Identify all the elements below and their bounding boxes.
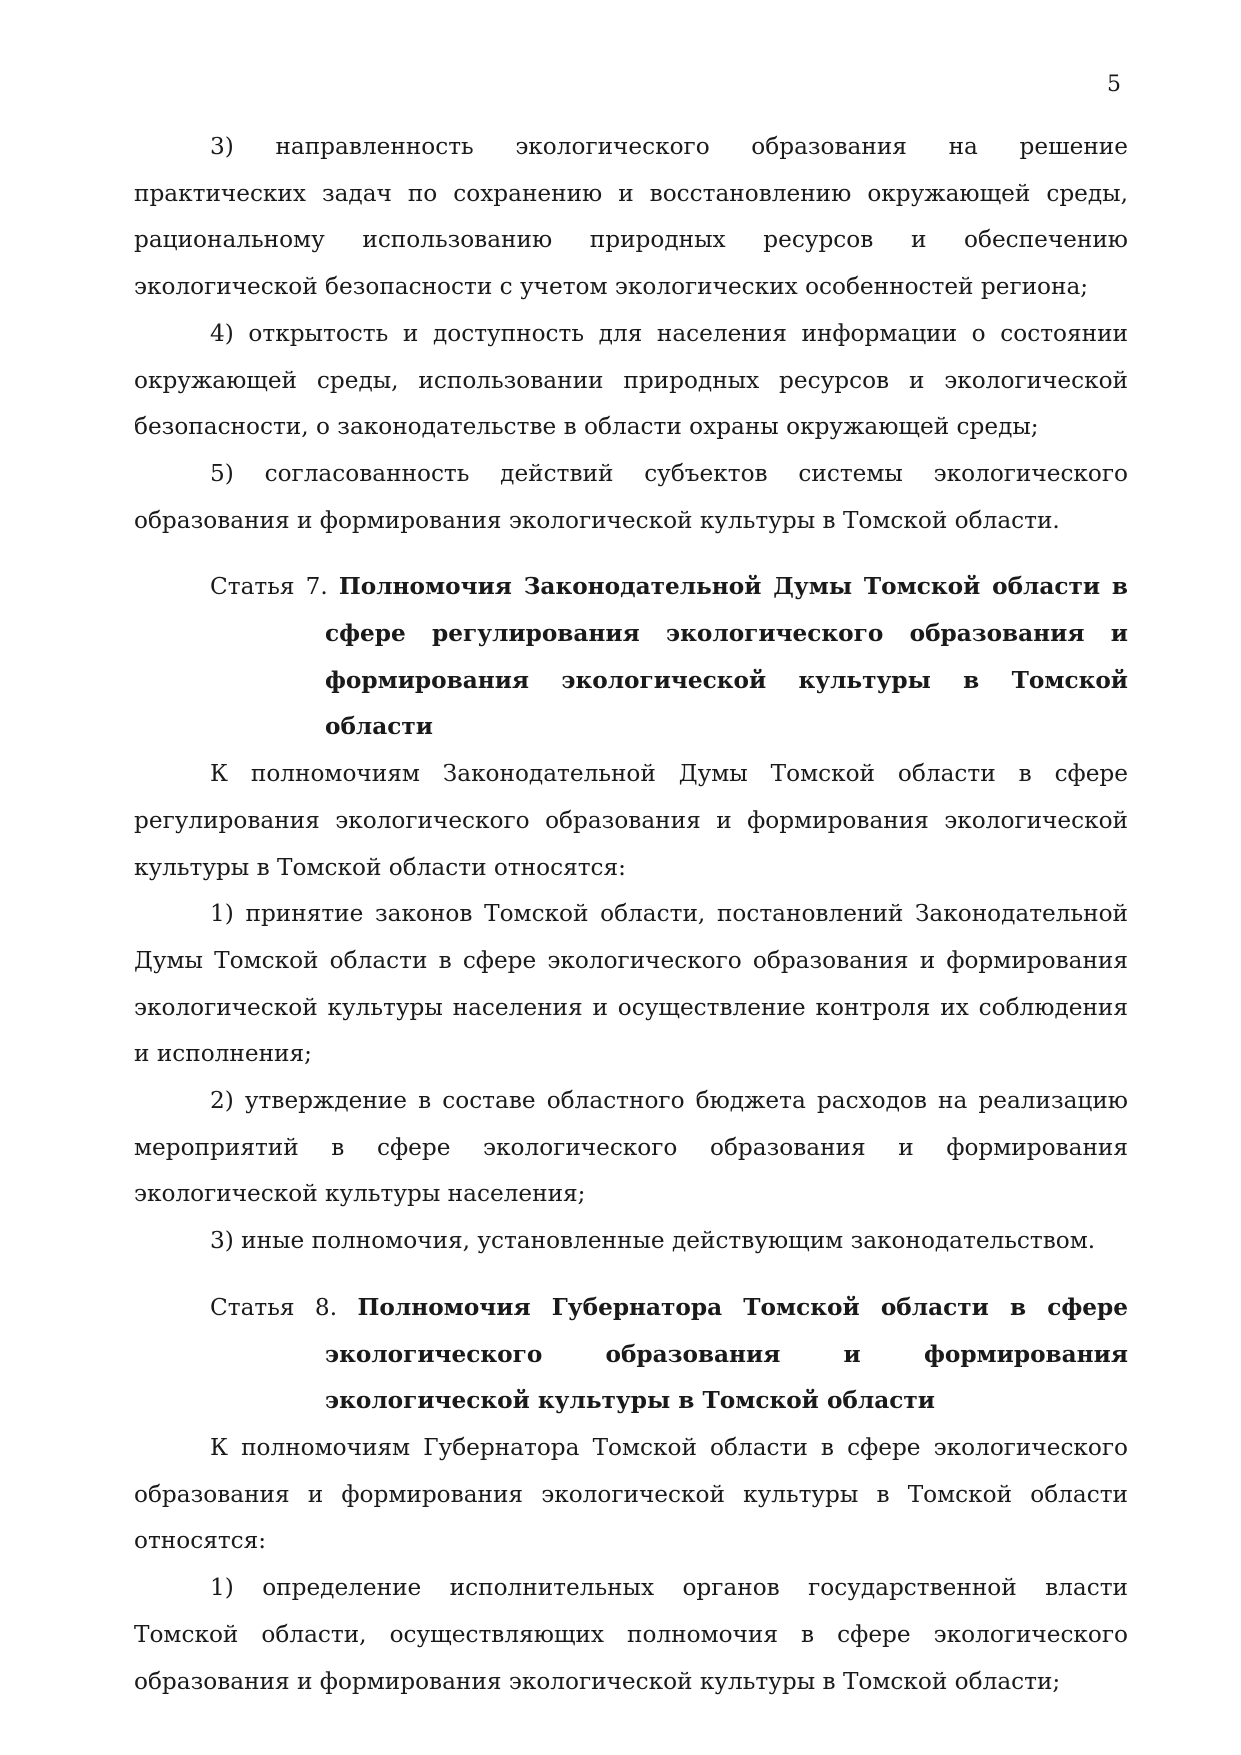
article-8-label: Статья 8. — [210, 1293, 338, 1321]
paragraph: К полномочиям Губернатора Томской области в сфере экологического образования и формирования экологической культуры в Томской области относятся: — [134, 1433, 1128, 1555]
list-item: 1) определение исполнительных органов государственной власти Томской области, осуществляющих полномочия в сфере экологического образования и формирования экологической культуры в Томской области; — [134, 1574, 1128, 1695]
list-item: 3) направленность экологического образования на решение практических задач по сохранению и восстановлению окружающей среды, рациональному использованию природных ресурсов и обеспечению экологической безопасности с учетом экологических особенностей региона; — [134, 133, 1128, 301]
page-number: 5 — [1107, 72, 1121, 97]
article-8-title: Полномочия Губернатора Томской области в сфере экологического образования и формирования экологической культуры в Томской области — [325, 1293, 1128, 1415]
list-item: 5) согласованность действий субъектов системы экологического образования и формирования экологической культуры в Томской области. — [134, 459, 1128, 534]
article-7-heading — [210, 564, 1128, 751]
article-7-title: Полномочия Законодательной Думы Томской области в сфере регулирования экологического образования и формирования экологической культуры в Томской области — [325, 573, 1129, 741]
article-8-heading — [210, 1285, 1128, 1425]
paragraph: К полномочиям Законодательной Думы Томской области в сфере регулирования экологического образования и формирования экологической культуры в Томской области относятся: — [134, 760, 1128, 881]
list-item: 4) открытость и доступность для населения информации о состоянии окружающей среды, использовании природных ресурсов и экологической безопасности, о законодательстве в области охраны окружающей среды; — [134, 319, 1128, 441]
list-item: 2) утверждение в составе областного бюджета расходов на реализацию мероприятий в сфере экологического образования и формирования экологической культуры населения; — [134, 1087, 1128, 1208]
list-item: 3) иные полномочия, установленные действующим законодательством. — [210, 1227, 1096, 1255]
article-7-label: Статья 7. — [210, 573, 328, 601]
document-body — [134, 124, 1128, 1705]
list-item: 1) принятие законов Томской области, постановлений Законодательной Думы Томской области в сфере экологического образования и формирования экологической культуры населения и осуществление контроля их соблюдения и исполнения; — [134, 900, 1128, 1068]
